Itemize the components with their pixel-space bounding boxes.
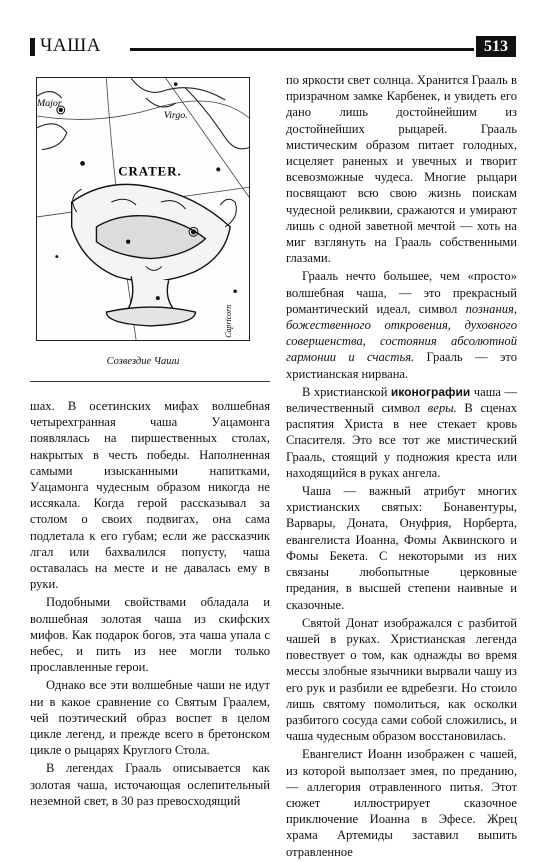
header-marker [30, 38, 35, 56]
paragraph: по яркости свет солнца. Хранится Грааль в призрачном замке Карбенек, и увидеть его дано лишь достойнейшим из достойнейших рыцарей. Грааль мистическим образом питает голодных, исцеляет раненых и увечных и творит всевозможные чудеса. Многие рыцари посвящают всю свою жизнь поискам чудесной реликвии, сражаются и умирают лишь с одной заветной мечтой — хоть на миг взглянуть на Грааль собственными глазами. [286, 73, 517, 266]
crater-label: CRATER. [118, 164, 182, 179]
running-title: ЧАША [40, 35, 101, 56]
constellation-illustration [36, 77, 250, 341]
figure-caption: Созвездие Чаши [106, 356, 180, 367]
paragraph [286, 384, 517, 481]
figure-divider [30, 381, 270, 382]
crater-constellation-engraving [37, 78, 249, 340]
paragraph: Евангелист Иоанн изображен с чашей, из которой выползает змея, по преданию, — аллегория отравленного питья. Этот сюжет иллюстрирует сказочное приключение Иоанна в Эфесе. Жрец храма Артемиды заставил выпить отравленное [286, 747, 517, 859]
paragraph: В легендах Грааль описывается как золотая чаша, источающая ослепительный неземной свет, в 30 раз превосходящий [30, 761, 270, 808]
text-run: Грааль — это христианская нирвана. [286, 350, 517, 381]
paragraph: Святой Донат изображался с разбитой чашей в руках. Христианская легенда повествует о том, как однажды во время мессы злобные язычники вырвали чашу из его рук и разбили ее вдребезги. Но стоило лишь святому помолиться, как осколки разбитого сосуда сами собой сложились, и чаша чудесным образом восстановилась. [286, 615, 517, 744]
paragraph: Чаша — важный атрибут многих христианских святых: Бонавентуры, Варвары, Доната, Онуфрия, Норберта, евангелиста Иоанна, Фомы Аквинского и Фомы Бекета. С некоторыми из них связаны любопытные церковные предания, в высшей степени наивные и сказочные. [286, 484, 517, 612]
page-number: 513 [476, 36, 516, 57]
left-column [30, 398, 270, 811]
paragraph: Однако все эти волшебные чаши не идут ни в какое сравнение со Святым Граалем, чей поэтический образ воспет в целом цикле легенд, и прежде всего в бретонском цикле о рыцарях Круглого Стола. [30, 678, 270, 758]
right-column [286, 72, 517, 862]
text-run: В сценах распятия Христа в нее стекает кровь Спасителя. Это все тот же мистический Грааль, стоящий у подножия креста или находящийся в руках ангела. [286, 401, 517, 480]
paragraph: шах. В осетинских мифах волшебная четырехгранная чаша Уацамонга появлялась на пиршественных столах, накрытых в честь победы. Наполненная самыми изысканными напитками, Уацамонга чудесным образом никогда не иссякала. Когда герой рассказывал за столом о своих подвигах, она сама подлетала к его губам; если же рассказчик лгал или бахвалился попусту, чаша оставалась на месте и не давалась ему в руки. [30, 399, 270, 592]
text-run: Грааль нечто большее, чем «просто» волшебная чаша, — это прекрасный романтический идеал, символ [286, 269, 517, 316]
capricorn-label: Capricorn [224, 304, 234, 338]
major-label: Major [37, 97, 62, 109]
emphasis-text: познания, божественного откровения, духовного совершенства, состояния абсолютной гармонии и счастья. [286, 301, 517, 365]
text-run: чаша — величественный символ [286, 384, 517, 416]
running-header [30, 36, 516, 58]
paragraph: Подобными свойствами обладала и волшебная золотая чаша из скифских мифов. Как подарок богов, эта чаша упала с небес, и пить из нее могли только прославленные герои. [30, 595, 270, 675]
emphasis-text: веры. [427, 401, 457, 416]
header-rule [130, 48, 474, 51]
text-run: В христианской [302, 384, 391, 399]
paragraph [286, 268, 517, 381]
cross-reference-term: иконографии [390, 384, 471, 399]
virgo-label: Virgo. [163, 109, 188, 121]
